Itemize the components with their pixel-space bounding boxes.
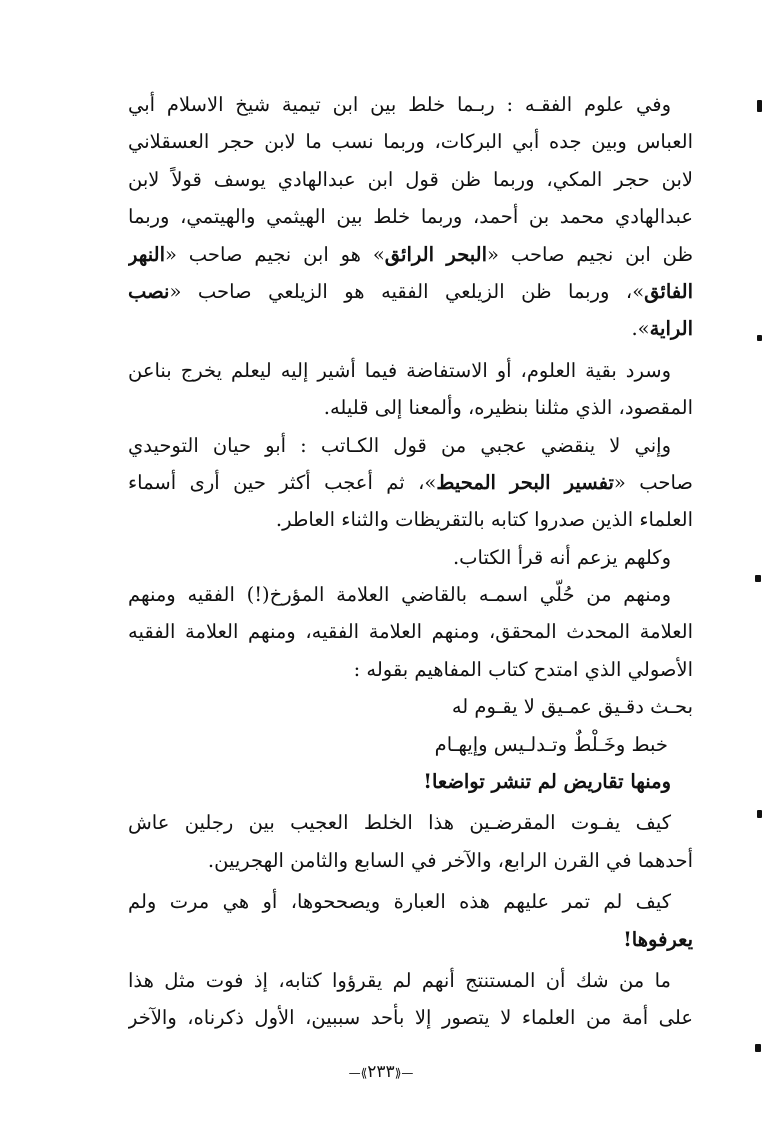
book-title: الراية bbox=[649, 317, 693, 341]
ornament: ⟫— bbox=[394, 1066, 414, 1080]
page-number bbox=[0, 1062, 762, 1082]
poem-hemistich-2 bbox=[128, 726, 693, 763]
ornament: —⟪ bbox=[348, 1066, 368, 1080]
page-number-text: ٢٣٣ bbox=[367, 1062, 395, 1082]
text-run: »، وربما ظن الزيلعي الفقيه هو الزيلعي صاحب « bbox=[169, 279, 645, 303]
text-run: ». bbox=[631, 317, 650, 341]
scan-edge-mark bbox=[757, 810, 762, 818]
text-line: الأصولي الذي امتدح كتاب المفاهيم بقوله : bbox=[353, 657, 693, 681]
scan-edge-mark bbox=[755, 575, 761, 582]
paragraph-9 bbox=[128, 962, 693, 1037]
paragraph-2 bbox=[128, 352, 693, 427]
poem-hemistich-1 bbox=[128, 688, 693, 725]
text-line: ومنهم من حُلّي اسمـه بالقاضي العلامة المؤرخ(!) الفقيه ومنهم bbox=[128, 583, 671, 607]
paragraph-8 bbox=[128, 883, 693, 958]
book-title: البحر الرائق bbox=[384, 242, 488, 266]
poem-verse bbox=[128, 688, 693, 763]
text-run: صاحب « bbox=[613, 470, 693, 494]
paragraph-1 bbox=[128, 86, 693, 348]
page-body bbox=[128, 86, 693, 1037]
paragraph-4 bbox=[128, 539, 693, 576]
text-line: العباس وبين جده أبي البركات، وربما نسب ما لابن حجر العسقلاني bbox=[128, 130, 693, 154]
text-line: وفي علوم الفقـه : ربـما خلط بين ابن تيمية شيخ الاسلام أبي bbox=[128, 93, 671, 116]
paragraph-6 bbox=[128, 763, 693, 800]
text-line bbox=[128, 273, 693, 310]
text-line bbox=[128, 921, 693, 958]
paragraph-7 bbox=[128, 804, 693, 879]
text-line: أحدهما في القرن الرابع، والآخر في السابع والثامن الهجريين. bbox=[207, 848, 693, 872]
text-run: » هو ابن نجيم صاحب « bbox=[165, 242, 385, 266]
text-line: العلامة المحدث المحقق، ومنهم العلامة الفقيه، ومنهم العلامة الفقيه bbox=[128, 620, 693, 644]
text-line: عبدالهادي محمد بن أحمد، وربما خلط بين الهيثمي والهيتمي، وربما bbox=[128, 205, 693, 229]
paragraph-3 bbox=[128, 427, 693, 539]
scan-edge-mark bbox=[755, 1044, 761, 1052]
text-line bbox=[128, 236, 693, 273]
text-run: ظن ابن نجيم صاحب « bbox=[487, 242, 693, 266]
book-title: تفسير البحر المحيط bbox=[436, 470, 614, 494]
text-line: ما من شك أن المستنتج أنهم لم يقرؤوا كتابه، إذ فوت مثل هذا bbox=[128, 968, 671, 992]
poem-text: خبط وخَـلْطٌ وتـدلـيس وإيهـام bbox=[434, 732, 668, 756]
text-line bbox=[128, 464, 693, 501]
paragraph-5 bbox=[128, 576, 693, 688]
text-line bbox=[128, 763, 693, 800]
scan-edge-mark bbox=[757, 335, 762, 341]
text-line: كيف لم تمر عليهم هذه العبارة ويصححوها، أو هي مرت ولم bbox=[128, 890, 671, 914]
text-line: المقصود، الذي مثلنا بنظيره، وألمعنا إلى قليله. bbox=[323, 396, 693, 420]
emphasis-text: ومنها تقاريض لم تنشر تواضعا! bbox=[423, 770, 671, 794]
text-line: وكلهم يزعم أنه قرأ الكتاب. bbox=[452, 545, 671, 569]
text-line: وإني لا ينقضي عجبي من قول الكـاتب : أبو حيان التوحيدي bbox=[128, 433, 671, 457]
book-title: النهر bbox=[128, 242, 165, 266]
text-line bbox=[128, 310, 693, 347]
text-line: كيف يفـوت المقرضـين هذا الخلط العجيب بين رجلين عاش bbox=[128, 811, 671, 835]
text-line: العلماء الذين صدروا كتابه بالتقريظات والثناء العاطر. bbox=[275, 508, 693, 532]
text-run: »، ثم أعجب أكثر حين أرى أسماء bbox=[128, 470, 437, 494]
poem-text: بحـث دقـيق عمـيق لا يقـوم له bbox=[451, 695, 693, 719]
scan-edge-mark bbox=[757, 100, 762, 112]
text-line: لابن حجر المكي، وربما ظن قول ابن عبدالهادي يوسف قولاً لابن bbox=[128, 167, 693, 191]
book-title: الفائق bbox=[644, 279, 693, 303]
text-line: وسرد بقية العلوم، أو الاستفاضة فيما أشير إليه ليعلم يخرج بناعن bbox=[128, 358, 671, 382]
emphasis-text: يعرفوها! bbox=[623, 927, 693, 951]
text-line: على أمة من العلماء لا يتصور إلا بأحد سببين، الأول ذكرناه، والآخر bbox=[128, 1006, 693, 1030]
book-title: نصب bbox=[128, 279, 170, 303]
